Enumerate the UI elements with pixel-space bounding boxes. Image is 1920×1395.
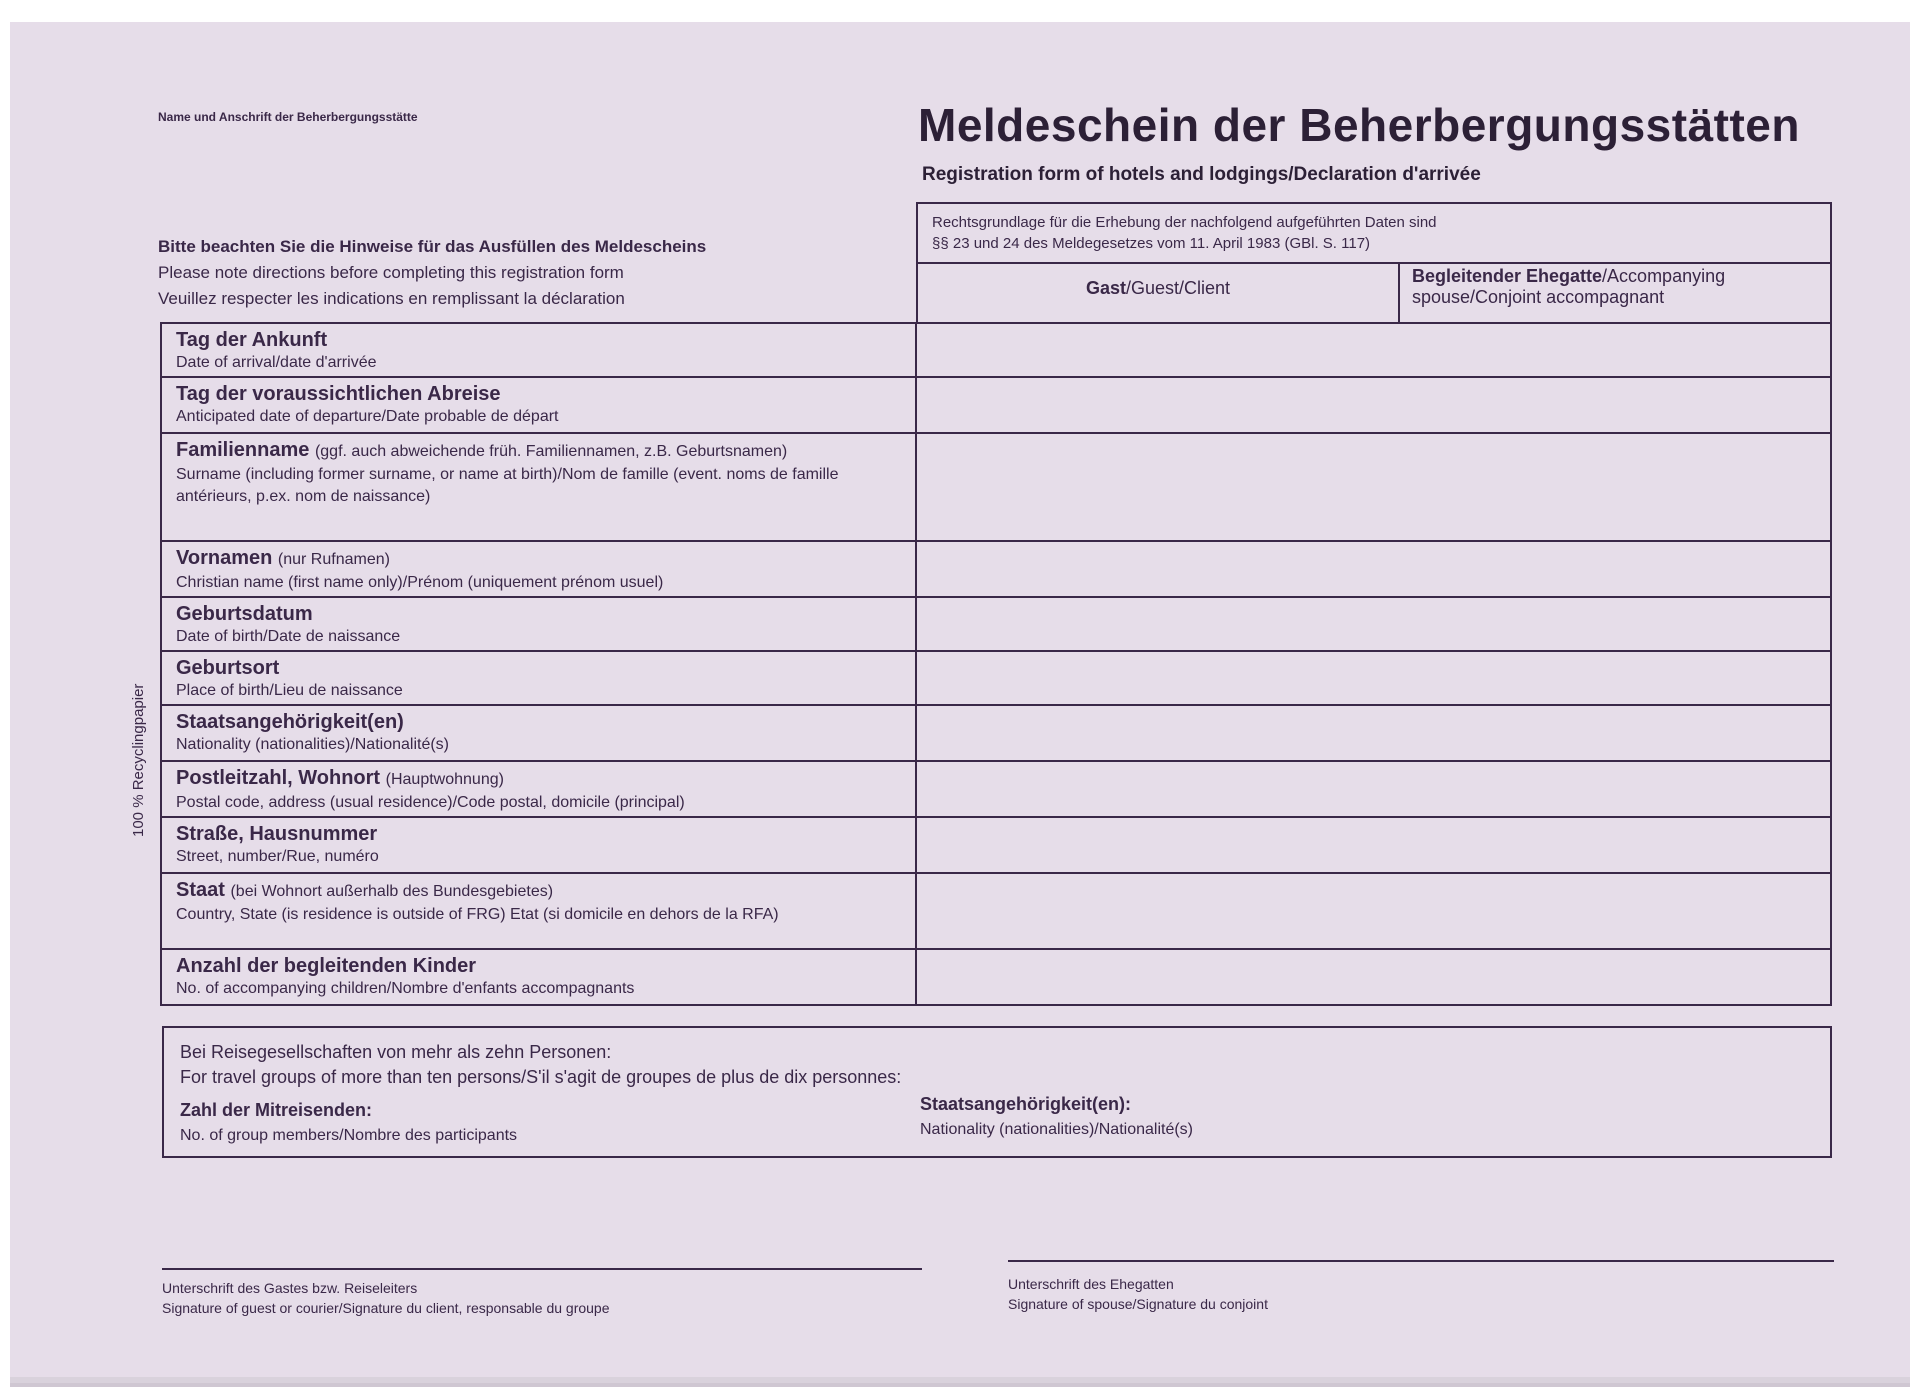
row-entry-field[interactable] <box>916 323 1831 377</box>
guest-signature-de: Unterschrift des Gastes bzw. Reiseleiters <box>162 1280 418 1296</box>
spouse-head-de: Begleitender Ehegatte <box>1412 266 1603 286</box>
row-label-de <box>176 438 901 464</box>
column-head-guest <box>918 278 1398 299</box>
row-label-en: Postal code, address (usual residence)/Code postal, domicile (principal) <box>176 794 685 811</box>
row-entry-field[interactable] <box>916 377 1831 433</box>
row-label-de-text: Vornamen <box>176 547 273 569</box>
legal-basis-line1: Rechtsgrundlage für die Erhebung der nachfolgend aufgeführten Daten sind <box>932 214 1437 231</box>
row-label-de <box>176 710 901 734</box>
row-label-en: Surname (including former surname, or name at birth)/Nom de famille (event. noms de famille antérieurs, p.ex. nom de naissance) <box>176 466 839 505</box>
row-label-de <box>176 382 901 406</box>
group-line1-rest: von mehr als zehn Personen: <box>372 1042 612 1062</box>
table-row <box>161 761 1831 817</box>
table-row <box>161 323 1831 377</box>
group-line1-bold: Bei Reisegesellschaften <box>180 1042 373 1062</box>
group-members-de: Zahl der Mitreisenden: <box>180 1100 373 1120</box>
guest-head-rest: /Guest/Client <box>1125 278 1231 298</box>
row-label-en: Date of arrival/date d'arrivée <box>176 354 377 371</box>
row-label-en: Anticipated date of departure/Date probable de départ <box>176 408 559 425</box>
group-nationality-de: Staatsangehörigkeit(en): <box>920 1094 1132 1114</box>
guest-signature-label <box>162 1278 610 1318</box>
row-entry-field[interactable] <box>916 761 1831 817</box>
row-label-de <box>176 954 901 978</box>
row-label-cell <box>161 705 916 761</box>
row-label-cell <box>161 761 916 817</box>
row-entry-field[interactable] <box>916 705 1831 761</box>
row-label-de-text: Anzahl der begleitenden Kinder <box>176 955 477 977</box>
row-label-cell <box>161 323 916 377</box>
spouse-head-rest: /Accompanying spouse/Conjoint accompagnant <box>1412 266 1726 307</box>
guest-signature-en: Signature of guest or courier/Signature du client, responsable du groupe <box>162 1300 610 1316</box>
row-label-de <box>176 822 901 846</box>
recycling-note: 100 % Recyclingpapier <box>130 683 147 837</box>
table-row <box>161 873 1831 949</box>
form-title: Meldeschein der Beherbergungsstätten <box>918 99 1800 151</box>
group-line1 <box>180 1040 1814 1065</box>
row-label-de <box>176 546 901 572</box>
row-entry-field[interactable] <box>916 651 1831 705</box>
row-label-cell <box>161 597 916 651</box>
instructions-fr: Veuillez respecter les indications en remplissant la déclaration <box>158 289 625 308</box>
row-label-cell <box>161 817 916 873</box>
spouse-signature-de: Unterschrift des Ehegatten <box>1008 1276 1174 1292</box>
registration-table <box>160 322 1832 1006</box>
row-label-de <box>176 766 901 792</box>
group-nationality-en: Nationality (nationalities)/Nationalité(s) <box>920 1121 1194 1138</box>
row-label-en: Nationality (nationalities)/Nationalité(s) <box>176 736 450 753</box>
row-label-de-text: Staatsangehörigkeit(en) <box>176 711 404 733</box>
instructions-en: Please note directions before completing this registration form <box>158 263 624 282</box>
row-label-cell <box>161 873 916 949</box>
table-row <box>161 651 1831 705</box>
row-label-note: (ggf. auch abweichende früh. Familiennamen, z.B. Geburtsnamen) <box>314 443 788 460</box>
instructions <box>158 234 898 312</box>
row-label-note: (nur Rufnamen) <box>277 551 390 568</box>
group-members <box>180 1098 517 1148</box>
row-label-de-text: Postleitzahl, Wohnort <box>176 767 381 789</box>
form-subtitle: Registration form of hotels and lodgings/Declaration d'arrivée <box>922 164 1481 185</box>
group-line2: For travel groups of more than ten persons/S'il s'agit de groupes de plus de dix personnes: <box>180 1067 902 1087</box>
table-row <box>161 597 1831 651</box>
group-nationality <box>920 1092 1193 1142</box>
instructions-de: Bitte beachten Sie die Hinweise für das Ausfüllen des Meldescheins <box>158 237 707 256</box>
row-entry-field[interactable] <box>916 817 1831 873</box>
row-label-cell <box>161 651 916 705</box>
spouse-signature-line[interactable] <box>1008 1260 1834 1262</box>
row-label-cell <box>161 433 916 541</box>
row-label-de <box>176 656 901 680</box>
legal-basis-text <box>918 204 1830 262</box>
row-label-de-text: Tag der voraussichtlichen Abreise <box>176 383 501 405</box>
spouse-signature-label <box>1008 1274 1268 1314</box>
row-label-de <box>176 328 901 352</box>
row-label-note: (bei Wohnort außerhalb des Bundesgebietes) <box>230 883 554 900</box>
table-row <box>161 433 1831 541</box>
row-entry-field[interactable] <box>916 949 1831 1005</box>
guest-signature-line[interactable] <box>162 1268 922 1270</box>
row-label-en: Christian name (first name only)/Prénom (uniquement prénom usuel) <box>176 574 664 591</box>
row-label-cell <box>161 541 916 597</box>
table-row <box>161 541 1831 597</box>
divider <box>918 262 1830 264</box>
row-label-de-text: Geburtsort <box>176 657 280 679</box>
row-label-en: Country, State (is residence is outside of FRG) Etat (si domicile en dehors de la RFA) <box>176 906 779 923</box>
guest-head-de: Gast <box>1085 278 1126 298</box>
row-label-en: Street, number/Rue, numéro <box>176 848 379 865</box>
group-travel-box <box>162 1026 1832 1158</box>
group-members-en: No. of group members/Nombre des participants <box>180 1127 518 1144</box>
row-label-de-text: Geburtsdatum <box>176 603 313 625</box>
row-label-note: (Hauptwohnung) <box>385 771 504 788</box>
row-label-cell <box>161 377 916 433</box>
legal-basis-line2: §§ 23 und 24 des Meldegesetzes vom 11. April 1983 (GBl. S. 117) <box>932 235 1371 252</box>
row-label-de-text: Staat <box>176 879 225 901</box>
row-entry-field[interactable] <box>916 597 1831 651</box>
column-head-spouse <box>1412 266 1822 308</box>
registration-form-sheet <box>10 22 1910 1377</box>
row-label-de-text: Tag der Ankunft <box>176 329 328 351</box>
row-label-en: No. of accompanying children/Nombre d'enfants accompagnants <box>176 980 635 997</box>
row-label-en: Place of birth/Lieu de naissance <box>176 682 403 699</box>
row-entry-field[interactable] <box>916 873 1831 949</box>
table-row <box>161 817 1831 873</box>
row-label-en: Date of birth/Date de naissance <box>176 628 401 645</box>
row-entry-field[interactable] <box>916 541 1831 597</box>
row-label-de <box>176 602 901 626</box>
establishment-label: Name und Anschrift der Beherbergungsstätte <box>158 110 418 124</box>
legal-basis-box <box>916 202 1832 324</box>
table-row <box>161 377 1831 433</box>
row-label-de <box>176 878 901 904</box>
row-label-de-text: Familienname <box>176 439 310 461</box>
row-entry-field[interactable] <box>916 433 1831 541</box>
table-row <box>161 705 1831 761</box>
row-label-cell <box>161 949 916 1005</box>
column-divider <box>1398 262 1400 322</box>
table-row <box>161 949 1831 1005</box>
spouse-signature-en: Signature of spouse/Signature du conjoint <box>1008 1296 1268 1312</box>
row-label-de-text: Straße, Hausnummer <box>176 823 378 845</box>
